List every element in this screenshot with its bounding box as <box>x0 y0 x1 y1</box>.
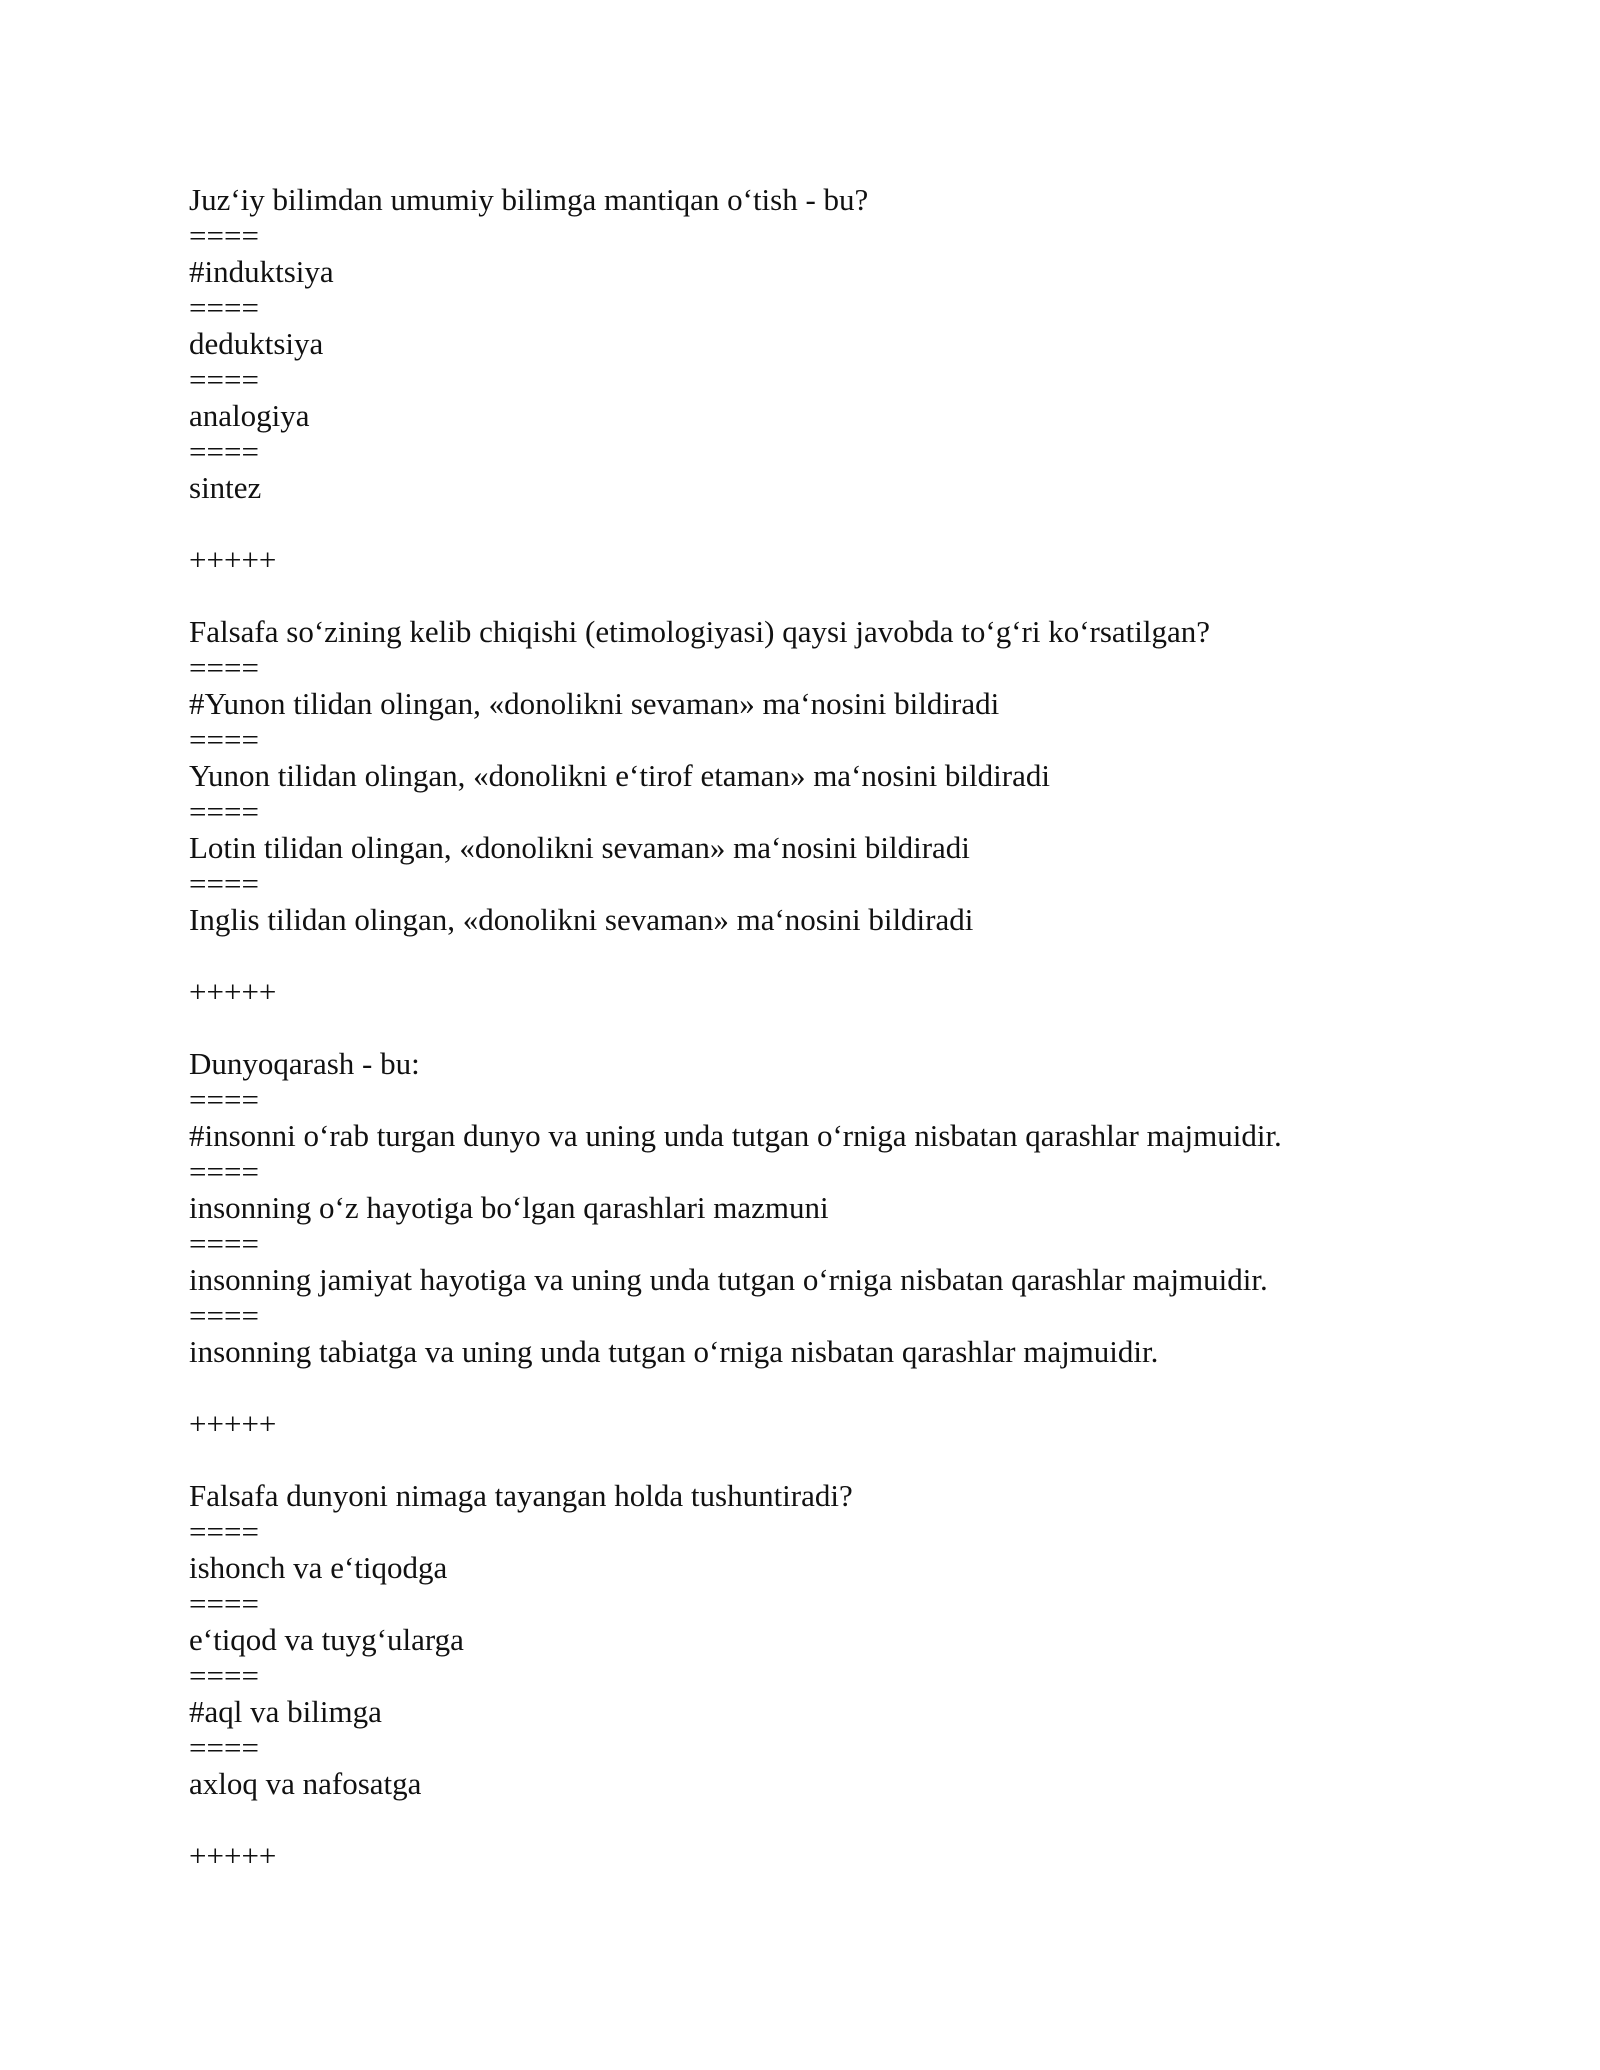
answer-option: deduktsiya <box>189 326 324 361</box>
separator: ==== <box>189 362 259 397</box>
answer-option: insonning jamiyat hayotiga va uning unda tutgan o‘rniga nisbatan qarashlar majmuidir. <box>189 1262 1268 1297</box>
separator: ==== <box>189 1586 259 1621</box>
block-end-marker: +++++ <box>189 1838 277 1873</box>
separator: ==== <box>189 1226 259 1261</box>
separator: ==== <box>189 1514 259 1549</box>
answer-option: #insonni o‘rab turgan dunyo va uning unda tutgan o‘rniga nisbatan qarashlar majmuidir. <box>189 1118 1282 1153</box>
answer-option: insonning o‘z hayotiga bo‘lgan qarashlari mazmuni <box>189 1190 829 1225</box>
answer-option: e‘tiqod va tuyg‘ularga <box>189 1622 464 1657</box>
question-text: Falsafa so‘zining kelib chiqishi (etimologiyasi) qaysi javobda to‘g‘ri ko‘rsatilgan? <box>189 614 1211 649</box>
separator: ==== <box>189 290 259 325</box>
question-block-4 <box>189 1478 1439 1874</box>
block-end-marker: +++++ <box>189 974 277 1009</box>
separator: ==== <box>189 1730 259 1765</box>
separator: ==== <box>189 650 259 685</box>
answer-option: Lotin tilidan olingan, «donolikni sevaman» ma‘nosini bildiradi <box>189 830 970 865</box>
answer-option: ishonch va e‘tiqodga <box>189 1550 448 1585</box>
separator: ==== <box>189 722 259 757</box>
block-end-marker: +++++ <box>189 1406 277 1441</box>
answer-option: analogiya <box>189 398 310 433</box>
answer-option: insonning tabiatga va uning unda tutgan o‘rniga nisbatan qarashlar majmuidir. <box>189 1334 1159 1369</box>
separator: ==== <box>189 866 259 901</box>
separator: ==== <box>189 1298 259 1333</box>
answer-option: Yunon tilidan olingan, «donolikni e‘tirof etaman» ma‘nosini bildiradi <box>189 758 1050 793</box>
answer-option: axloq va nafosatga <box>189 1766 422 1801</box>
block-end-marker: +++++ <box>189 542 277 577</box>
separator: ==== <box>189 1658 259 1693</box>
question-block-3 <box>189 1046 1439 1442</box>
document-content <box>189 182 1439 1910</box>
question-text: Falsafa dunyoni nimaga tayangan holda tushuntiradi? <box>189 1478 853 1513</box>
question-block-2 <box>189 614 1439 1010</box>
question-text: Juz‘iy bilimdan umumiy bilimga mantiqan o‘tish - bu? <box>189 182 869 217</box>
answer-option: #induktsiya <box>189 254 334 289</box>
separator: ==== <box>189 218 259 253</box>
separator: ==== <box>189 434 259 469</box>
blank-line <box>189 1802 1439 1838</box>
answer-option: #Yunon tilidan olingan, «donolikni sevaman» ma‘nosini bildiradi <box>189 686 1000 721</box>
blank-line <box>189 1370 1439 1406</box>
separator: ==== <box>189 1082 259 1117</box>
blank-line <box>189 938 1439 974</box>
answer-option: sintez <box>189 470 262 505</box>
answer-option: Inglis tilidan olingan, «donolikni sevaman» ma‘nosini bildiradi <box>189 902 974 937</box>
separator: ==== <box>189 1154 259 1189</box>
answer-option: #aql va bilimga <box>189 1694 382 1729</box>
question-text: Dunyoqarash - bu: <box>189 1046 420 1081</box>
separator: ==== <box>189 794 259 829</box>
question-block-1 <box>189 182 1439 578</box>
blank-line <box>189 506 1439 542</box>
